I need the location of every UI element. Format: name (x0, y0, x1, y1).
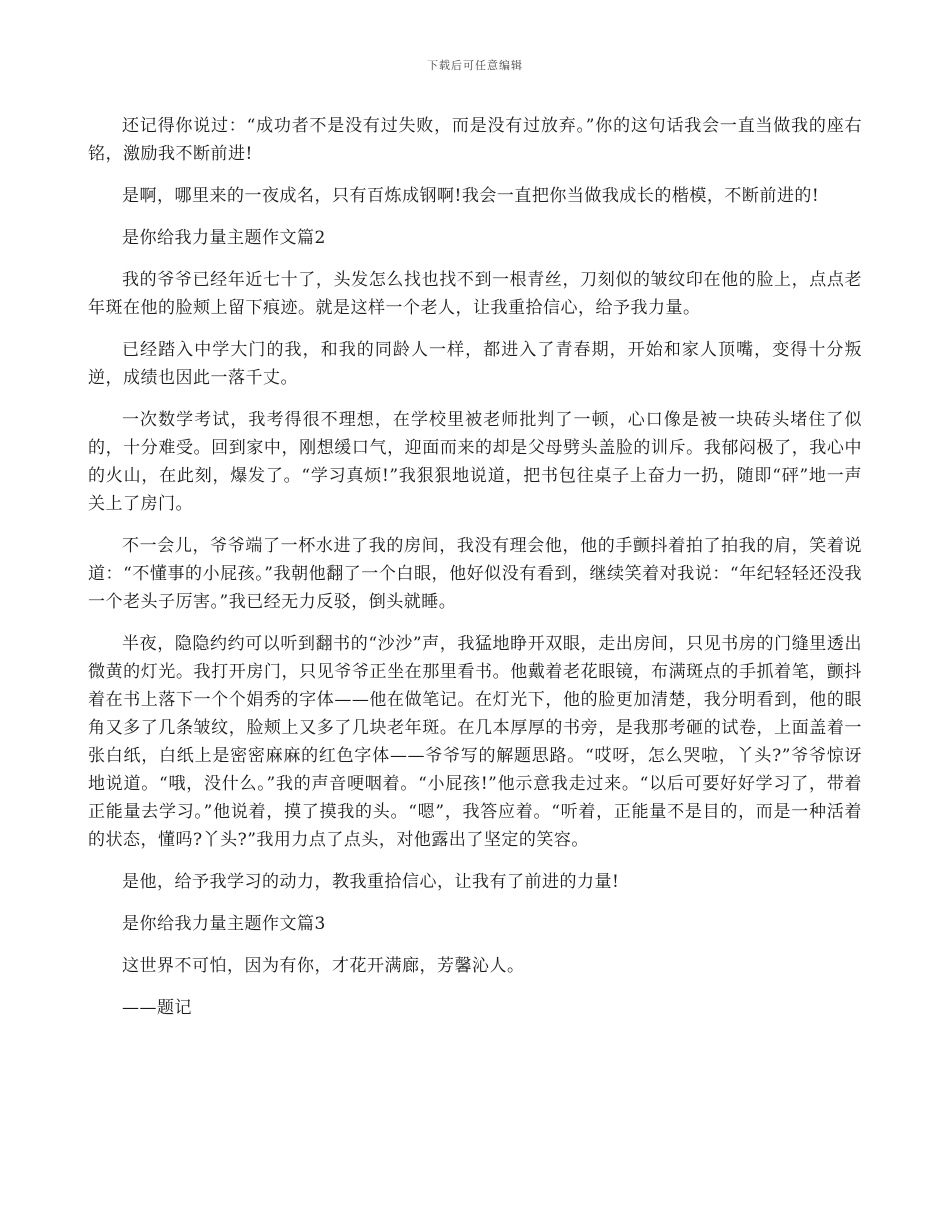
paragraph: 是啊，哪里来的一夜成名，只有百炼成钢啊!我会一直把你当做我成长的楷模，不断前进的! (122, 186, 820, 206)
paragraph: 我的爷爷已经年近七十了，头发怎么找也找不到一根青丝，刀刻似的皱纹印在他的脸上，点点老年斑在他的脸颊上留下痕迹。就是这样一个老人，让我重拾信心，给予我力量。 (88, 270, 862, 318)
paragraph: 还记得你说过：“成功者不是没有过失败，而是没有过放弃。”你的这句话我会一直当做我的座右铭，激励我不断前进! (88, 116, 862, 164)
page-header: 下载后可任意编辑 (427, 59, 523, 72)
paragraph: 一次数学考试，我考得很不理想，在学校里被老师批判了一顿，心口像是被一块砖头堵住了似的，十分难受。回到家中，刚想缓口气，迎面而来的却是父母劈头盖脸的训斥。我郁闷极了，我心中的火山，在此刻，爆发了。“学习真烦!”我狠狠地说道，把书包往桌子上奋力一扔，随即“砰”地一声关上了房门。 (88, 410, 862, 514)
paragraph: 是他，给予我学习的动力，教我重拾信心，让我有了前进的力量! (122, 872, 620, 892)
section-heading: 是你给我力量主题作文篇3 (122, 914, 326, 934)
section-heading: 是你给我力量主题作文篇2 (122, 228, 326, 248)
paragraph: 这世界不可怕，因为有你，才花开满廊，芳馨沁人。 (122, 956, 525, 976)
document-body (88, 112, 862, 1036)
paragraph: 已经踏入中学大门的我，和我的同龄人一样，都进入了青春期，开始和家人顶嘴，变得十分叛逆，成绩也因此一落千丈。 (88, 340, 862, 388)
paragraph: 不一会儿，爷爷端了一杯水进了我的房间，我没有理会他，他的手颤抖着拍了拍我的肩，笑着说道：“不懂事的小屁孩。”我朝他翻了一个白眼，他好似没有看到，继续笑着对我说：“年纪轻轻还没我一个老头子厉害。”我已经无力反驳，倒头就睡。 (88, 536, 862, 612)
epigraph-attribution: ——题记 (122, 998, 192, 1018)
paragraph: 半夜，隐隐约约可以听到翻书的“沙沙”声，我猛地睁开双眼，走出房间，只见书房的门缝里透出微黄的灯光。我打开房门，只见爷爷正坐在那里看书。他戴着老花眼镜，布满斑点的手抓着笔，颤抖着在书上落下一个个娟秀的字体——他在做笔记。在灯光下，他的脸更加清楚，我分明看到，他的眼角又多了几条皱纹，脸颊上又多了几块老年斑。在几本厚厚的书旁，是我那考砸的试卷，上面盖着一张白纸，白纸上是密密麻麻的红色字体——爷爷写的解题思路。“哎呀，怎么哭啦，丫头?”爷爷惊讶地说道。“哦，没什么。”我的声音哽咽着。“小屁孩!”他示意我走过来。“以后可要好好学习了，带着正能量去学习。”他说着，摸了摸我的头。“嗯”，我答应着。“听着，正能量不是目的，而是一种活着的状态，懂吗?丫头?”我用力点了点头，对他露出了坚定的笑容。 (88, 634, 862, 850)
